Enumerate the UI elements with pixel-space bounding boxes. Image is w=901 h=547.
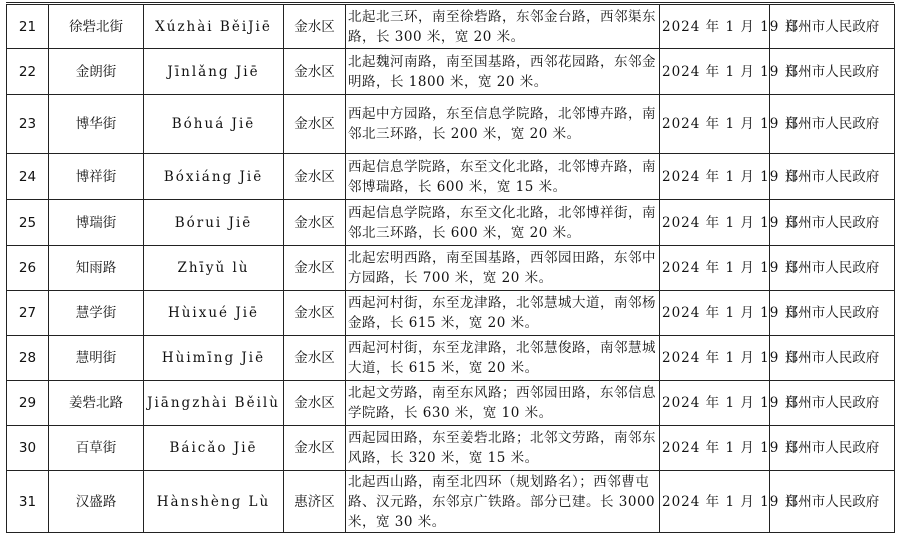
approval-date-cell: 2024 年 1 月 19 日: [660, 95, 770, 154]
row-number-cell: 28: [7, 336, 49, 381]
road-pinyin-cell: Zhīyǔ lù: [144, 246, 284, 291]
district-cell: 金水区: [284, 95, 346, 154]
approving-authority-cell: 郑州市人民政府: [770, 246, 895, 291]
table-row: [7, 291, 895, 336]
approving-authority-cell: 郑州市人民政府: [770, 5, 895, 49]
road-name-cell: 金朗街: [49, 49, 144, 95]
road-name-cell: 百草街: [49, 426, 144, 471]
approving-authority-cell: 郑州市人民政府: [770, 471, 895, 533]
district-cell: 金水区: [284, 49, 346, 95]
row-number-cell: 29: [7, 381, 49, 426]
road-name-cell: 慧明街: [49, 336, 144, 381]
road-name-cell: 徐砦北街: [49, 5, 144, 49]
approval-date-cell: 2024 年 1 月 19 日: [660, 291, 770, 336]
approval-date-cell: 2024 年 1 月 19 日: [660, 381, 770, 426]
road-pinyin-cell: Jīnlǎng Jiē: [144, 49, 284, 95]
table-row: [7, 49, 895, 95]
road-pinyin-cell: Bóhuá Jiē: [144, 95, 284, 154]
approval-date-cell: 2024 年 1 月 19 日: [660, 426, 770, 471]
table-row: [7, 426, 895, 471]
district-cell: 金水区: [284, 291, 346, 336]
road-naming-table: [6, 4, 895, 533]
road-name-cell: 知雨路: [49, 246, 144, 291]
road-name-cell: 博瑞街: [49, 200, 144, 246]
approval-date-cell: 2024 年 1 月 19 日: [660, 200, 770, 246]
district-cell: 惠济区: [284, 471, 346, 533]
table-row: [7, 336, 895, 381]
approving-authority-cell: 郑州市人民政府: [770, 381, 895, 426]
approval-date-cell: 2024 年 1 月 19 日: [660, 5, 770, 49]
location-description-cell: 北起魏河南路，南至国基路，西邻花园路，东邻金明路，长 1800 米，宽 20 米。: [346, 49, 660, 95]
location-description-cell: 北起西山路，南至北四环（规划路名）；西邻曹屯路、汉元路，东邻京广铁路。部分已建。长 3000 米，宽 30 米。: [346, 471, 660, 533]
district-cell: 金水区: [284, 154, 346, 200]
location-description-cell: 西起信息学院路，东至文化北路，北邻博卉路，南邻博瑞路，长 600 米，宽 15 米。: [346, 154, 660, 200]
district-cell: 金水区: [284, 426, 346, 471]
approval-date-cell: 2024 年 1 月 19 日: [660, 246, 770, 291]
table-row: [7, 381, 895, 426]
road-name-cell: 慧学街: [49, 291, 144, 336]
row-number-cell: 30: [7, 426, 49, 471]
table-row: [7, 471, 895, 533]
road-name-cell: 博华街: [49, 95, 144, 154]
table-top-rule: [6, 2, 894, 3]
road-pinyin-cell: Hànshèng Lù: [144, 471, 284, 533]
table-row: [7, 246, 895, 291]
location-description-cell: 北起北三环，南至徐砦路，东邻金台路，西邻渠东路，长 300 米，宽 20 米。: [346, 5, 660, 49]
location-description-cell: 北起宏明西路，南至国基路，西邻园田路，东邻中方园路，长 700 米，宽 20 米。: [346, 246, 660, 291]
road-pinyin-cell: Báicǎo Jiē: [144, 426, 284, 471]
location-description-cell: 西起中方园路，东至信息学院路，北邻博卉路，南邻北三环路，长 200 米，宽 20 米。: [346, 95, 660, 154]
row-number-cell: 22: [7, 49, 49, 95]
location-description-cell: 西起河村街，东至龙津路，北邻慧城大道，南邻杨金路，长 615 米，宽 20 米。: [346, 291, 660, 336]
road-pinyin-cell: Bórui Jiē: [144, 200, 284, 246]
location-description-cell: 西起河村街，东至龙津路，北邻慧俊路，南邻慧城大道，长 615 米，宽 20 米。: [346, 336, 660, 381]
approving-authority-cell: 郑州市人民政府: [770, 95, 895, 154]
road-pinyin-cell: Hùixué Jiē: [144, 291, 284, 336]
district-cell: 金水区: [284, 336, 346, 381]
approving-authority-cell: 郑州市人民政府: [770, 291, 895, 336]
row-number-cell: 26: [7, 246, 49, 291]
district-cell: 金水区: [284, 200, 346, 246]
row-number-cell: 23: [7, 95, 49, 154]
row-number-cell: 27: [7, 291, 49, 336]
district-cell: 金水区: [284, 246, 346, 291]
row-number-cell: 31: [7, 471, 49, 533]
district-cell: 金水区: [284, 381, 346, 426]
approving-authority-cell: 郑州市人民政府: [770, 336, 895, 381]
approving-authority-cell: 郑州市人民政府: [770, 426, 895, 471]
approval-date-cell: 2024 年 1 月 19 日: [660, 154, 770, 200]
road-pinyin-cell: Xúzhài BěiJiē: [144, 5, 284, 49]
row-number-cell: 25: [7, 200, 49, 246]
row-number-cell: 21: [7, 5, 49, 49]
table-row: [7, 95, 895, 154]
approval-date-cell: 2024 年 1 月 19 日: [660, 49, 770, 95]
location-description-cell: 北起文劳路，南至东风路；西邻园田路，东邻信息学院路，长 630 米，宽 10 米。: [346, 381, 660, 426]
table-row: [7, 5, 895, 49]
approving-authority-cell: 郑州市人民政府: [770, 49, 895, 95]
road-pinyin-cell: Jiāngzhài Běilù: [144, 381, 284, 426]
road-name-cell: 博祥街: [49, 154, 144, 200]
location-description-cell: 西起信息学院路，东至文化北路，北邻博祥街，南邻北三环路，长 600 米，宽 20 米。: [346, 200, 660, 246]
approving-authority-cell: 郑州市人民政府: [770, 154, 895, 200]
road-pinyin-cell: Hùimīng Jiē: [144, 336, 284, 381]
table-row: [7, 200, 895, 246]
road-pinyin-cell: Bóxiáng Jiē: [144, 154, 284, 200]
table-body: [7, 5, 895, 533]
road-name-cell: 姜砦北路: [49, 381, 144, 426]
approval-date-cell: 2024 年 1 月 19 日: [660, 471, 770, 533]
district-cell: 金水区: [284, 5, 346, 49]
approval-date-cell: 2024 年 1 月 19 日: [660, 336, 770, 381]
row-number-cell: 24: [7, 154, 49, 200]
approving-authority-cell: 郑州市人民政府: [770, 200, 895, 246]
road-name-cell: 汉盛路: [49, 471, 144, 533]
table-row: [7, 154, 895, 200]
location-description-cell: 西起园田路，东至姜砦北路；北邻文劳路，南邻东风路，长 320 米，宽 15 米。: [346, 426, 660, 471]
